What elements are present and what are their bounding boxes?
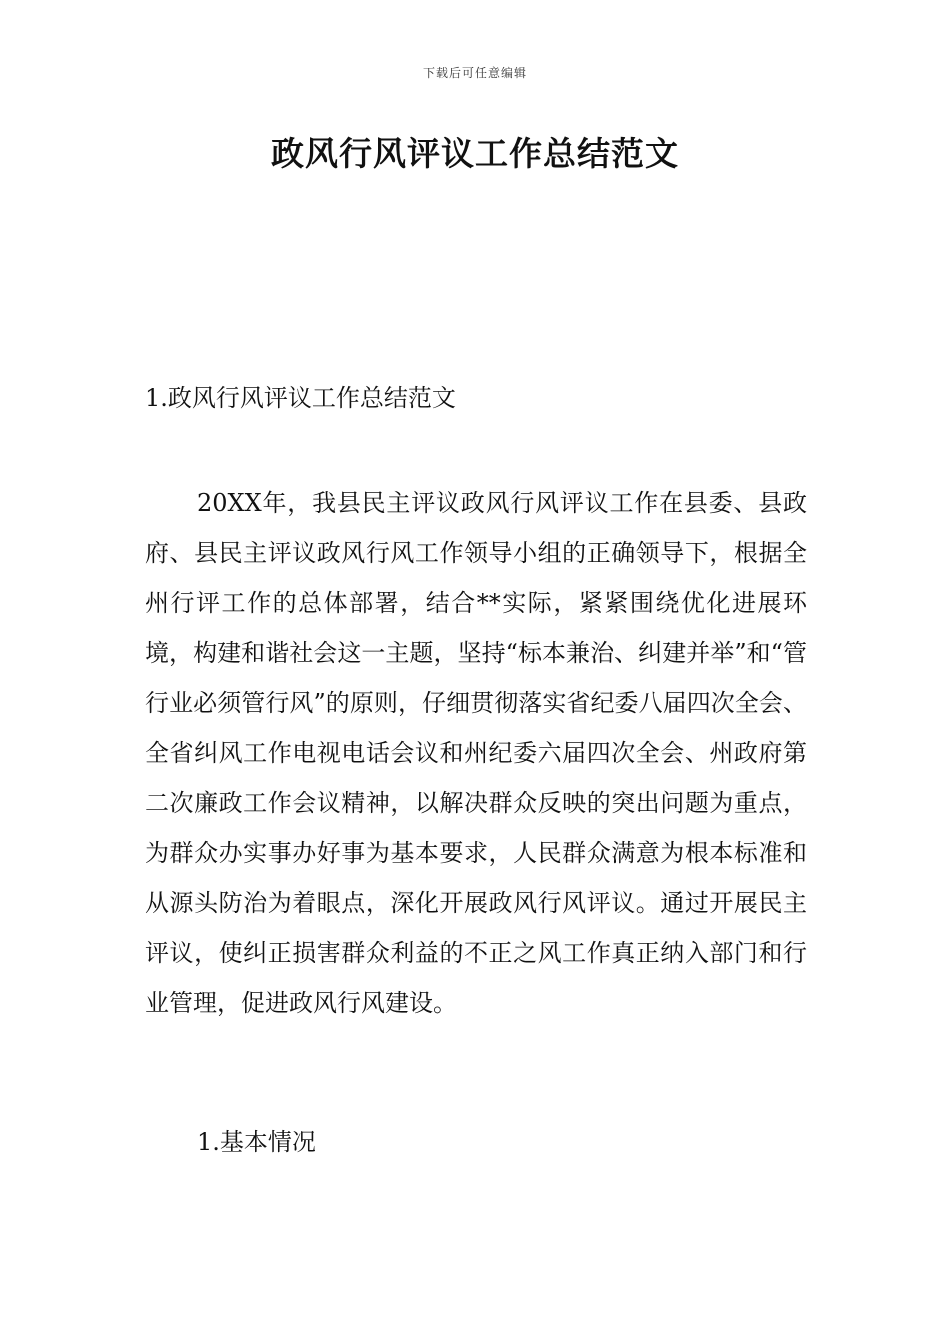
body-paragraph: 20XX年，我县民主评议政风行风评议工作在县委、县政府、县民主评议政风行风工作领导小组的正确领导下，根据全州行评工作的总体部署，结合**实际，紧紧围绕优化进展环境，构建和谐社会这一主题，坚持“标本兼治、纠建并举”和“管行业必须管行风”的原则，仔细贯彻落实省纪委八届四次全会、全省纠风工作电视电话会议和州纪委六届四次全会、州政府第二次廉政工作会议精神，以解决群众反映的突出问题为重点，为群众办实事办好事为基本要求，人民群众满意为根本标准和从源头防治为着眼点，深化开展政风行风评议。通过开展民主评议，使纠正损害群众利益的不正之风工作真正纳入部门和行业管理，促进政风行风建设。 — [145, 489, 807, 1017]
sub-heading: 1.基本情况 — [197, 1128, 316, 1156]
header-note: 下载后可任意编辑 — [422, 66, 527, 80]
section-heading: 1.政风行风评议工作总结范文 — [145, 384, 456, 412]
document-title: 政风行风评议工作总结范文 — [271, 134, 679, 173]
